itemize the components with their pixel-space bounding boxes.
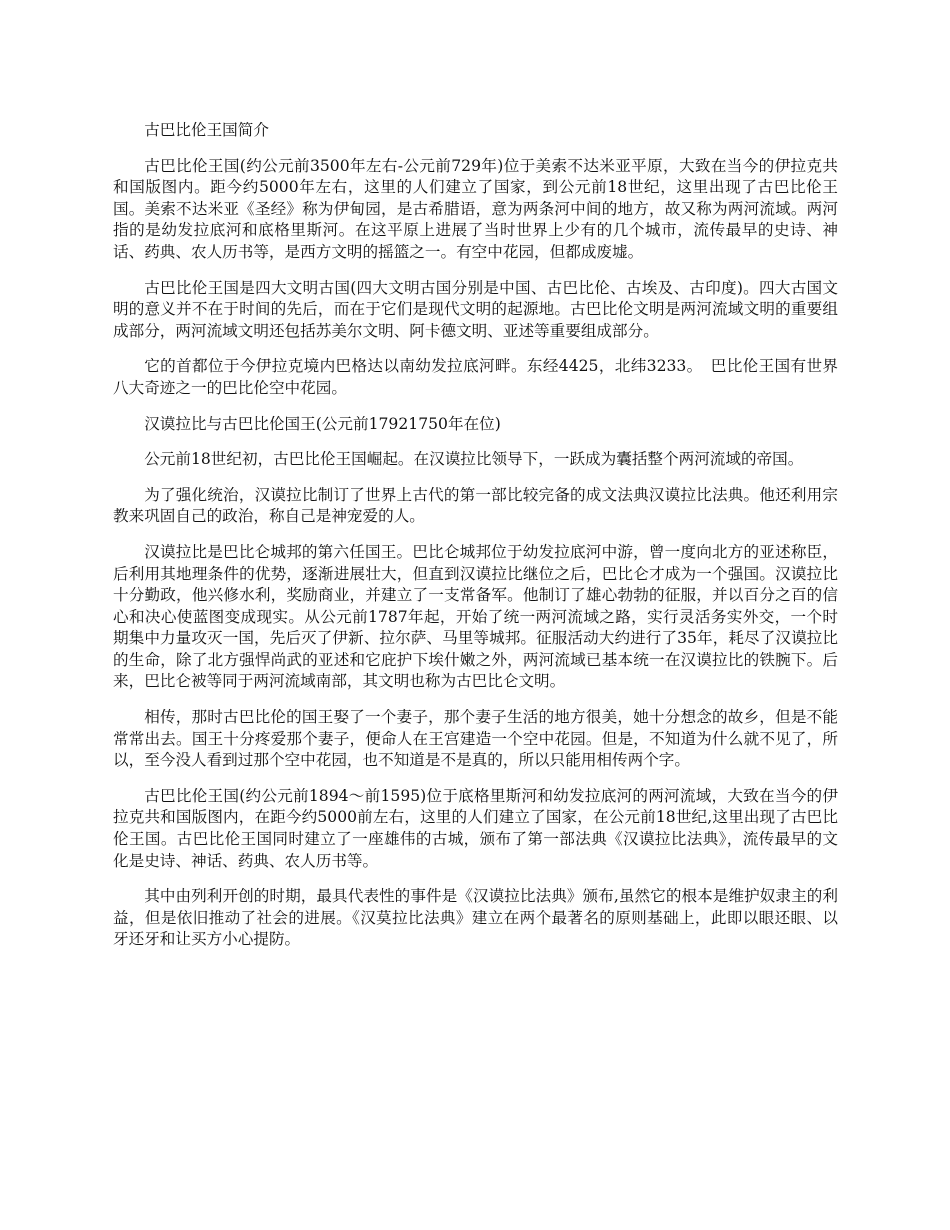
- document-title: 古巴比伦王国简介: [144, 121, 269, 139]
- paragraph-sixth-king: 汉谟拉比是巴比仑城邦的第六任国王。巴比仑城邦位于幼发拉底河中游，曾一度向北方的亚述称臣，后利用其地理条件的优势，逐渐进展壮大，但直到汉谟拉比继位之后，巴比仑才成为一个强国。汉谟拉比十分勤政，他兴修水利，奖励商业，并建立了一支常备军。他制订了雄心勃勃的征服，并以百分之百的信心和决心使蓝图变成现实。从公元前1787年起，开始了统一两河流域之路，实行灵活务实外交，一个时期集中力量攻灭一国，先后灭了伊新、拉尔萨、马里等城邦。征服活动大约进行了35年，耗尽了汉谟拉比的生命，除了北方强悍尚武的亚述和它庇护下埃什嫩之外，两河流域已基本统一在汉谟拉比的铁腕下。后来，巴比仑被等同于两河流域南部，其文明也称为古巴比仑文明。: [113, 542, 838, 691]
- paragraph-capital: 它的首都位于今伊拉克境内巴格达以南幼发拉底河畔。东经4425，北纬3233。 巴比伦王国有世界八大奇迹之一的巴比伦空中花园。: [113, 357, 838, 397]
- paragraph-overview: 古巴比伦王国(约公元前3500年左右-公元前729年)位于美索不达米亚平原，大致在当今的伊拉克共和国版图内。距今约5000年左右，这里的人们建立了国家，到公元前18世纪，这里出现了古巴比伦王国。美索不达米亚《圣经》称为伊甸园，是古希腊语，意为两条河中间的地方，故又称为两河流域。两河指的是幼发拉底河和底格里斯河。在这平原上进展了当时世界上少有的几个城市，流传最早的史诗、神话、药典、农人历书等，是西方文明的摇篮之一。有空中花园，但都成废墟。: [113, 156, 838, 261]
- paragraph-code: 为了强化统治，汉谟拉比制订了世界上古代的第一部比较完备的成文法典汉谟拉比法典。他还利用宗教来巩固自己的政治，称自己是神宠爱的人。: [113, 485, 838, 526]
- section-heading-hammurabi: 汉谟拉比与古巴比伦国王(公元前17921750年在位): [144, 414, 501, 433]
- paragraph-code-principles: 其中由列利开创的时期，最具代表性的事件是《汉谟拉比法典》颁布,虽然它的根本是维护奴隶主的利益，但是依旧推动了社会的进展。《汉莫拉比法典》建立在两个最著名的原则基础上，此即以眼还眼、以牙还牙和让买方小心提防。: [113, 887, 838, 949]
- document-page: [113, 120, 838, 965]
- paragraph-kingdom-summary: 古巴比伦王国(约公元前1894～前1595)位于底格里斯河和幼发拉底河的两河流域，大致在当今的伊拉克共和国版图内，在距今约5000前左右，这里的人们建立了国家，在公元前18世纪,这里出现了古巴比伦王国。古巴比伦王国同时建立了一座雄伟的古城，颁布了第一部法典《汉谟拉比法典》，流传最早的文化是史诗、神话、药典、农人历书等。: [113, 786, 838, 870]
- paragraph-four-civilizations: 古巴比伦王国是四大文明古国(四大文明古国分别是中国、古巴比伦、古埃及、古印度)。四大古国文明的意义并不在于时间的先后，而在于它们是现代文明的起源地。古巴比伦文明是两河流域文明的重要组成部分，两河流域文明还包括苏美尔文明、阿卡德文明、亚述等重要组成部分。: [113, 278, 838, 340]
- paragraph-hanging-gardens-legend: 相传，那时古巴比伦的国王娶了一个妻子，那个妻子生活的地方很美，她十分想念的故乡，但是不能常常出去。国王十分疼爱那个妻子，便命人在王宫建造一个空中花园。但是，不知道为什么就不见了，所以，至今没人看到过那个空中花园，也不知道是不是真的，所以只能用相传两个字。: [113, 708, 838, 770]
- paragraph-rise: 公元前18世纪初，古巴比伦王国崛起。在汉谟拉比领导下，一跃成为囊括整个两河流域的帝国。: [144, 450, 804, 469]
